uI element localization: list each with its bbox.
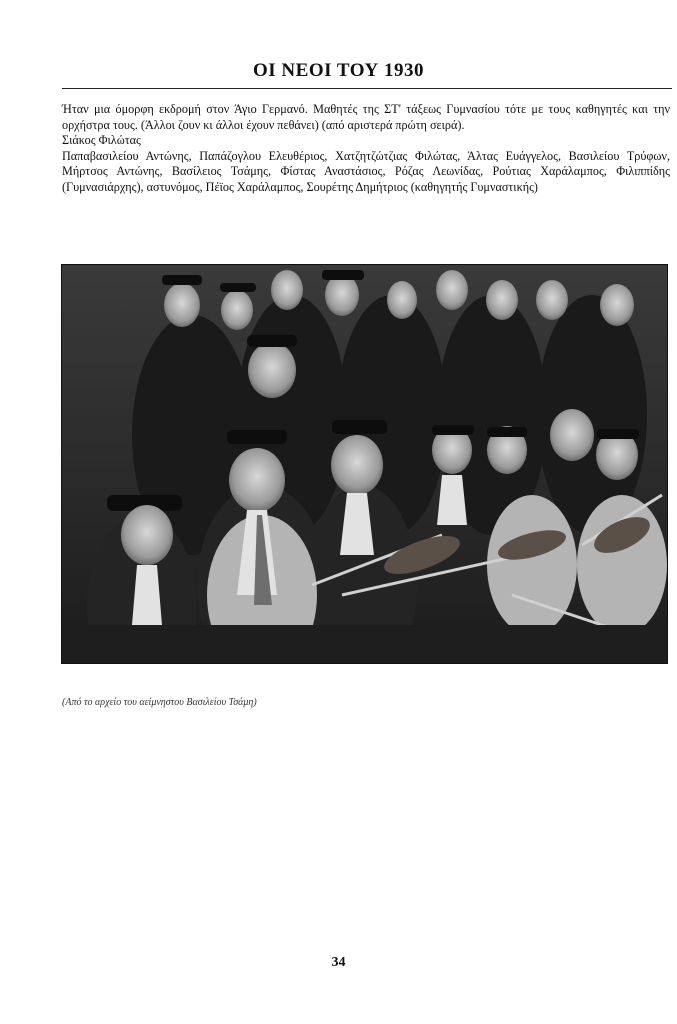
- page-title: ΟΙ ΝΕΟΙ ΤΟΥ 1930: [253, 60, 424, 81]
- page-number: 34: [331, 955, 346, 970]
- names-paragraph: Παπαβασιλείου Αντώνης, Παπάζογλου Ελευθέριος, Χατζητζώτζιας Φιλώτας, Άλτας Ευάγγελος, Βασιλείου Τρύφων, Μήρτσος Αντώνης, Βασίλειος Τσάμης, Φίστας Αναστάσιος, Ρόζας Λεωνίδας, Ρούτιας Χαράλαμπος, Φιλιππίδης (Γυμνασιάρχης), αστυνόμος, Πέϊος Χαράλαμπος, Σουρέτης Δημήτριος (καθηγητής Γυμναστικής): [62, 148, 670, 194]
- first-row-name: Σιάκος Φιλώτας: [62, 133, 141, 147]
- photo-caption: (Από το αρχείο του αείμνηστου Βασιλείου Τσάμη): [62, 697, 257, 708]
- photograph-image: [62, 265, 668, 664]
- title-rule: [62, 88, 672, 89]
- group-photograph: [61, 264, 668, 664]
- description-paragraph: Ήταν μια όμορφη εκδρομή στον Άγιο Γερμανό. Μαθητές της ΣΤ' τάξεως Γυμνασίου τότε με τους καθηγητές και την ορχήστρα τους. (Άλλοι ζουν κι άλλοι έχουν πεθάνει) (από αριστερά πρώτη σειρά).: [62, 102, 670, 132]
- body-text: [62, 102, 670, 195]
